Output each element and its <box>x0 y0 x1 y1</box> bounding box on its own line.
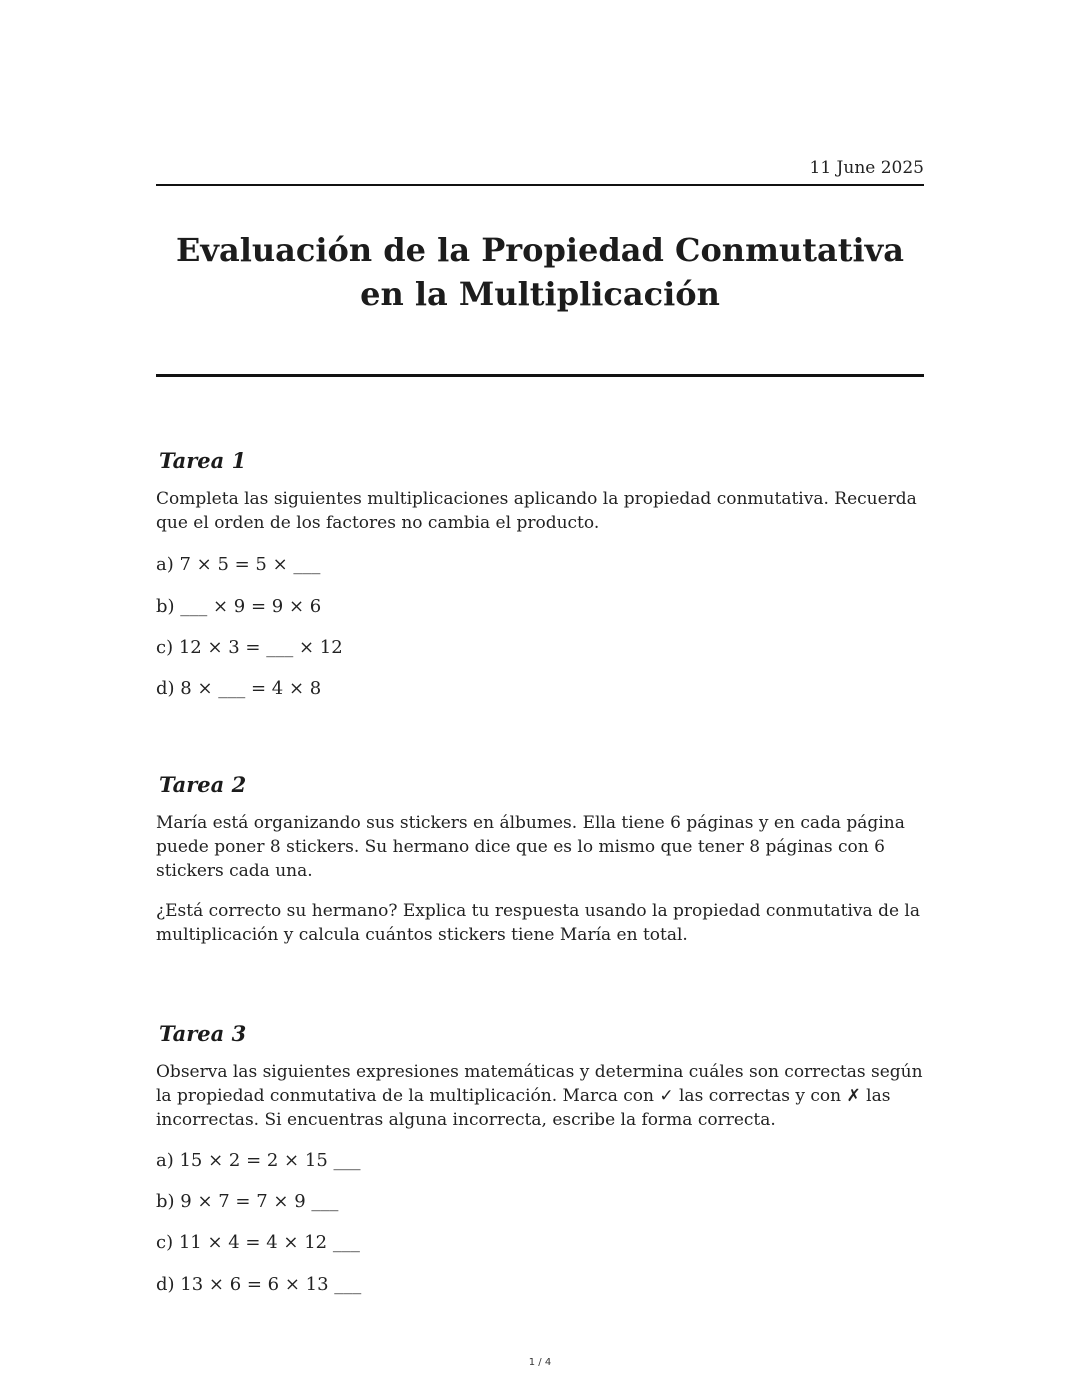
task-3 <box>156 1021 924 1148</box>
task-1 <box>156 448 924 551</box>
task-instructions: Observa las siguientes expresiones matemáticas y determina cuáles son correctas según la propiedad conmutativa de la multiplicación. Marca con ✓ las correctas y con ✗ las incorrectas. Si encuentras alguna incorrecta, escribe la forma correcta. <box>156 1062 923 1130</box>
task-3-item-a: a) 15 × 2 = 2 × 15 ___ <box>156 1150 361 1171</box>
task-title: Tarea 1 <box>159 448 247 473</box>
document-title: Evaluación de la Propiedad Conmutativa en la Multiplicación <box>176 231 904 313</box>
title-rule <box>156 374 924 377</box>
task-title: Tarea 3 <box>159 1021 247 1046</box>
document-date: 11 June 2025 <box>809 158 924 178</box>
task-title: Tarea 2 <box>159 772 247 797</box>
task-problem: María está organizando sus stickers en álbumes. Ella tiene 6 páginas y en cada página puede poner 8 stickers. Su hermano dice que es lo mismo que tener 8 páginas con 6 stickers cada una. <box>156 813 905 881</box>
task-2 <box>156 772 924 963</box>
task-1-item-a: a) 7 × 5 = 5 × ___ <box>156 554 321 575</box>
task-1-item-c: c) 12 × 3 = ___ × 12 <box>156 637 343 658</box>
task-3-item-c: c) 11 × 4 = 4 × 12 ___ <box>156 1232 360 1253</box>
task-1-item-d: d) 8 × ___ = 4 × 8 <box>156 678 322 699</box>
task-instructions: Completa las siguientes multiplicaciones aplicando la propiedad conmutativa. Recuerda que el orden de los factores no cambia el producto. <box>156 489 917 533</box>
task-3-item-b: b) 9 × 7 = 7 × 9 ___ <box>156 1191 339 1212</box>
task-1-item-b: b) ___ × 9 = 9 × 6 <box>156 596 322 617</box>
task-3-item-d: d) 13 × 6 = 6 × 13 ___ <box>156 1274 362 1295</box>
page-number: 1 / 4 <box>528 1357 552 1368</box>
header-rule <box>156 184 924 186</box>
task-question: ¿Está correcto su hermano? Explica tu respuesta usando la propiedad conmutativa de la multiplicación y calcula cuántos stickers tiene María en total. <box>156 901 920 945</box>
